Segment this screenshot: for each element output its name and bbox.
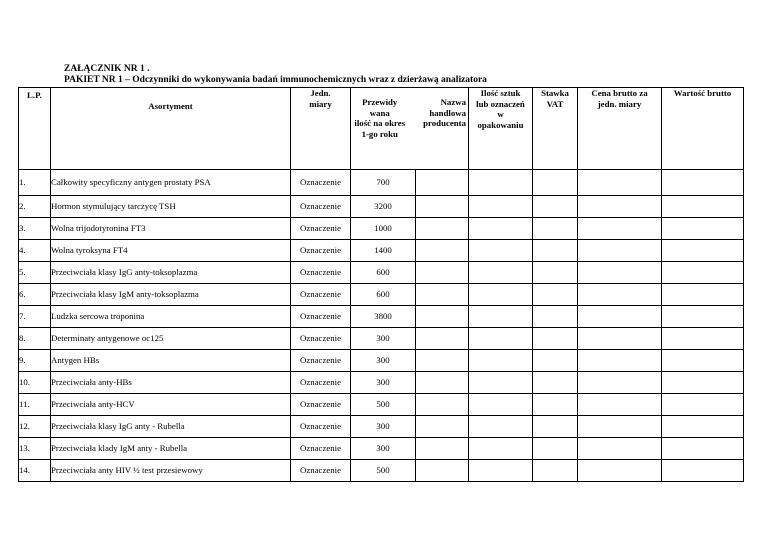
row-trade-name: [416, 416, 469, 438]
row-planned-quantity: 300: [351, 438, 416, 460]
row-trade-name: [416, 350, 469, 372]
row-total-value: [662, 394, 744, 416]
row-unit-price: [578, 240, 662, 262]
row-lp: 12.: [19, 416, 51, 438]
row-total-value: [662, 306, 744, 328]
row-lp: 8.: [19, 328, 51, 350]
col-header-quantity-2: wana: [369, 107, 390, 118]
row-pack-count: [469, 306, 533, 328]
table-row: [19, 284, 744, 306]
row-unit-price: [578, 460, 662, 482]
row-total-value: [662, 196, 744, 218]
row-vat-rate: [533, 196, 578, 218]
row-assortment-name: Antygen HBs: [51, 350, 291, 372]
row-unit-price: [578, 218, 662, 240]
attachment-title: ZAŁĄCZNIK NR 1 .: [64, 64, 150, 74]
row-trade-name: [416, 372, 469, 394]
row-assortment-name: Wolna tyroksyna FT4: [51, 240, 291, 262]
row-pack-count: [469, 196, 533, 218]
row-unit: Oznaczenie: [291, 262, 351, 284]
row-assortment-name: Hormon stymulujący tarczycę TSH: [51, 196, 291, 218]
col-header-vat: Stawka VAT: [533, 88, 578, 170]
col-header-pack-count: Ilość sztuk lub oznaczeń w opakowaniu: [469, 88, 533, 170]
row-unit: Oznaczenie: [291, 196, 351, 218]
table-row: [19, 218, 744, 240]
price-table: [18, 87, 744, 482]
row-lp: 5.: [19, 262, 51, 284]
col-header-trade-name-2: handlowa: [429, 107, 466, 118]
row-total-value: [662, 284, 744, 306]
row-unit: Oznaczenie: [291, 284, 351, 306]
row-trade-name: [416, 306, 469, 328]
row-unit: Oznaczenie: [291, 460, 351, 482]
row-assortment-name: Przeciwciała klasy IgG anty-toksoplazma: [51, 262, 291, 284]
col-header-total-value: Wartość brutto: [662, 88, 744, 170]
table-row: [19, 306, 744, 328]
row-lp: 13.: [19, 438, 51, 460]
row-trade-name: [416, 460, 469, 482]
row-assortment-name: Przeciwciała anty HIV ½ test przesiewowy: [51, 460, 291, 482]
row-trade-name: [416, 394, 469, 416]
row-total-value: [662, 372, 744, 394]
row-lp: 7.: [19, 306, 51, 328]
row-pack-count: [469, 372, 533, 394]
row-unit: Oznaczenie: [291, 240, 351, 262]
row-unit-price: [578, 262, 662, 284]
table-row: [19, 438, 744, 460]
row-lp: 14.: [19, 460, 51, 482]
row-unit: Oznaczenie: [291, 218, 351, 240]
row-total-value: [662, 328, 744, 350]
row-total-value: [662, 262, 744, 284]
col-header-unit: Jedn. miary: [291, 88, 351, 170]
row-unit-price: [578, 438, 662, 460]
col-header-quantity-3: ilość na okres: [354, 118, 406, 128]
row-unit-price: [578, 170, 662, 196]
row-planned-quantity: 500: [351, 394, 416, 416]
row-pack-count: [469, 328, 533, 350]
row-pack-count: [469, 262, 533, 284]
row-lp: 10.: [19, 372, 51, 394]
row-assortment-name: Przeciwciała klady IgM anty - Rubella: [51, 438, 291, 460]
row-lp: 11.: [19, 394, 51, 416]
row-vat-rate: [533, 306, 578, 328]
row-unit: Oznaczenie: [291, 372, 351, 394]
row-trade-name: [416, 438, 469, 460]
table-row: [19, 350, 744, 372]
row-unit: Oznaczenie: [291, 306, 351, 328]
row-unit-price: [578, 306, 662, 328]
row-vat-rate: [533, 372, 578, 394]
table-row: [19, 240, 744, 262]
row-total-value: [662, 416, 744, 438]
row-total-value: [662, 460, 744, 482]
row-planned-quantity: 3200: [351, 196, 416, 218]
table-row: [19, 262, 744, 284]
row-planned-quantity: 700: [351, 170, 416, 196]
row-planned-quantity: 600: [351, 284, 416, 306]
col-header-quantity-1: Przewidy: [362, 97, 398, 107]
row-trade-name: [416, 240, 469, 262]
row-unit: Oznaczenie: [291, 416, 351, 438]
row-unit: Oznaczenie: [291, 328, 351, 350]
row-planned-quantity: 300: [351, 416, 416, 438]
row-unit-price: [578, 416, 662, 438]
row-vat-rate: [533, 328, 578, 350]
col-header-quantity-and-trade-name: [351, 88, 469, 170]
row-lp: 4.: [19, 240, 51, 262]
row-assortment-name: Przeciwciała klasy IgG anty - Rubella: [51, 416, 291, 438]
col-header-asortyment: Asortyment: [51, 88, 291, 170]
row-unit-price: [578, 394, 662, 416]
row-unit: Oznaczenie: [291, 350, 351, 372]
row-pack-count: [469, 416, 533, 438]
row-assortment-name: Determinaty antygenowe oc125: [51, 328, 291, 350]
row-assortment-name: Wolna trijodotyronina FT3: [51, 218, 291, 240]
row-planned-quantity: 600: [351, 262, 416, 284]
table-row: [19, 394, 744, 416]
col-header-unit-price: Cena brutto za jedn. miary: [578, 88, 662, 170]
row-vat-rate: [533, 416, 578, 438]
row-planned-quantity: 500: [351, 460, 416, 482]
row-pack-count: [469, 170, 533, 196]
col-header-trade-name-3: producenta: [423, 118, 466, 128]
row-planned-quantity: 300: [351, 350, 416, 372]
row-vat-rate: [533, 170, 578, 196]
row-pack-count: [469, 284, 533, 306]
row-pack-count: [469, 350, 533, 372]
table-row: [19, 416, 744, 438]
row-total-value: [662, 350, 744, 372]
table-row: [19, 170, 744, 196]
row-trade-name: [416, 170, 469, 196]
row-lp: 2.: [19, 196, 51, 218]
row-lp: 9.: [19, 350, 51, 372]
row-total-value: [662, 240, 744, 262]
row-pack-count: [469, 394, 533, 416]
table-header-row: [19, 88, 744, 170]
row-unit: Oznaczenie: [291, 438, 351, 460]
row-planned-quantity: 300: [351, 372, 416, 394]
row-assortment-name: Przeciwciała anty-HCV: [51, 394, 291, 416]
row-planned-quantity: 1000: [351, 218, 416, 240]
row-unit-price: [578, 372, 662, 394]
row-vat-rate: [533, 218, 578, 240]
row-assortment-name: Całkowity specyficzny antygen prostaty PSA: [51, 170, 291, 196]
row-lp: 1.: [19, 170, 51, 196]
row-unit: Oznaczenie: [291, 394, 351, 416]
row-lp: 3.: [19, 218, 51, 240]
row-trade-name: [416, 218, 469, 240]
col-header-trade-name-1: Nazwa: [440, 97, 466, 107]
col-header-quantity-4: 1-go roku: [361, 128, 398, 139]
col-header-lp: L.P.: [19, 88, 51, 170]
row-trade-name: [416, 196, 469, 218]
row-planned-quantity: 3800: [351, 306, 416, 328]
row-vat-rate: [533, 240, 578, 262]
row-vat-rate: [533, 460, 578, 482]
row-unit: Oznaczenie: [291, 170, 351, 196]
row-unit-price: [578, 196, 662, 218]
row-total-value: [662, 218, 744, 240]
row-unit-price: [578, 328, 662, 350]
row-total-value: [662, 438, 744, 460]
row-unit-price: [578, 284, 662, 306]
row-trade-name: [416, 328, 469, 350]
row-trade-name: [416, 284, 469, 306]
row-planned-quantity: 1400: [351, 240, 416, 262]
row-assortment-name: Ludzka sercowa troponina: [51, 306, 291, 328]
row-vat-rate: [533, 394, 578, 416]
row-vat-rate: [533, 284, 578, 306]
row-planned-quantity: 300: [351, 328, 416, 350]
row-vat-rate: [533, 350, 578, 372]
table-row: [19, 196, 744, 218]
row-assortment-name: Przeciwciała klasy IgM anty-toksoplazma: [51, 284, 291, 306]
document-heading: [64, 64, 487, 86]
row-pack-count: [469, 438, 533, 460]
row-trade-name: [416, 262, 469, 284]
row-pack-count: [469, 460, 533, 482]
row-assortment-name: Przeciwciała anty-HBs: [51, 372, 291, 394]
row-vat-rate: [533, 438, 578, 460]
package-title: PAKIET NR 1 – Odczynniki do wykonywania badań immunochemicznych wraz z dzierżawą analizatora: [64, 75, 487, 85]
row-pack-count: [469, 240, 533, 262]
row-total-value: [662, 170, 744, 196]
table-row: [19, 460, 744, 482]
row-lp: 6.: [19, 284, 51, 306]
table-row: [19, 328, 744, 350]
row-unit-price: [578, 350, 662, 372]
row-pack-count: [469, 218, 533, 240]
row-vat-rate: [533, 262, 578, 284]
table-row: [19, 372, 744, 394]
